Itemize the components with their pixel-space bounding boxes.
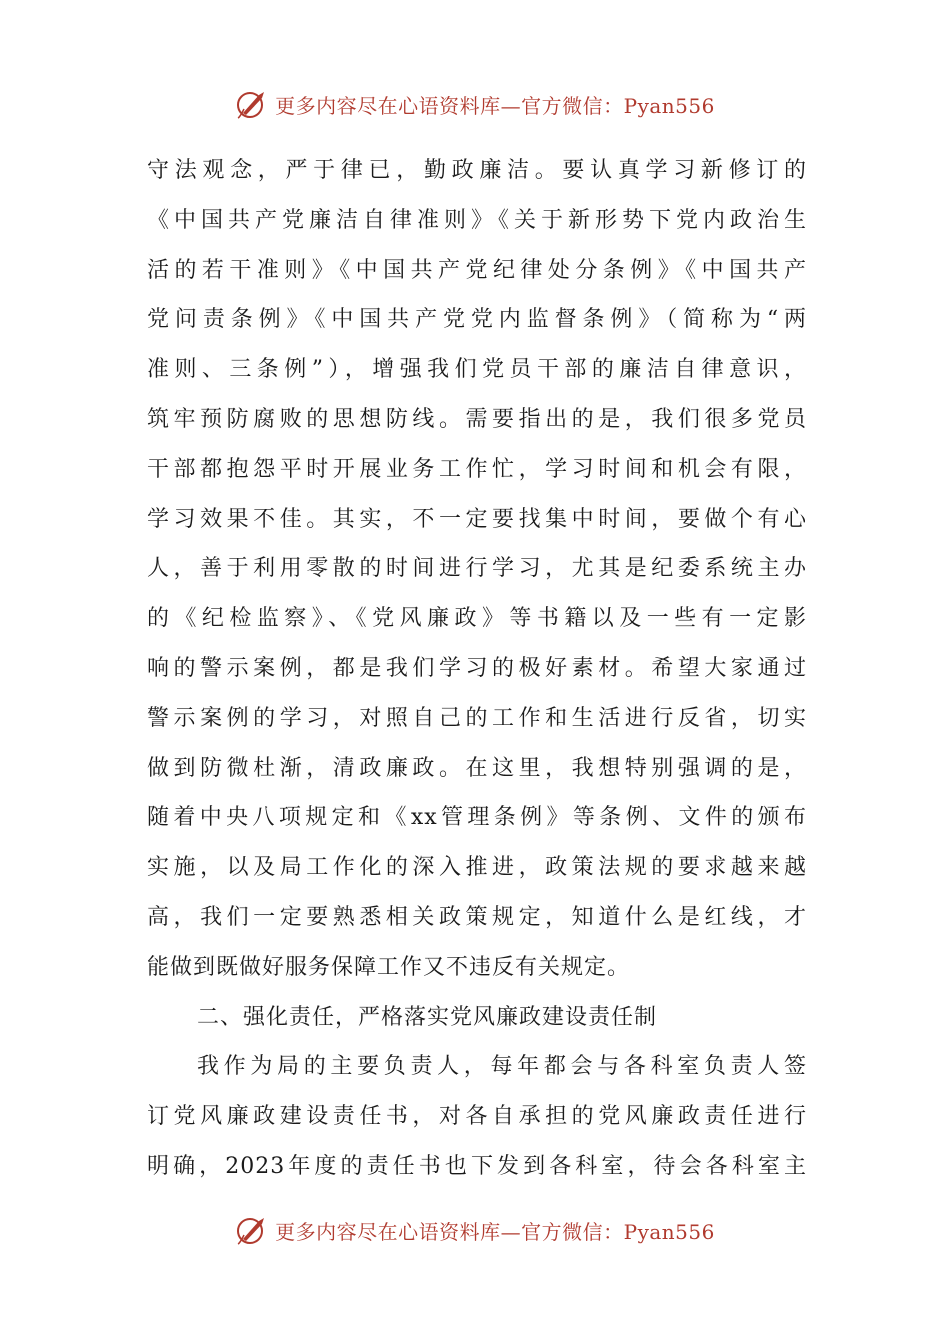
body-line: 响的警示案例，都是我们学习的极好素材。希望大家通过 xyxy=(147,655,807,681)
body-line: 的《纪检监察》、《党风廉政》等书籍以及一些有一定影 xyxy=(147,606,807,632)
body-line: 活的若干准则》《中国共产党纪律处分条例》《中国共产 xyxy=(147,257,807,283)
body-line: 干部都抱怨平时开展业务工作忙，学习时间和机会有限， xyxy=(147,456,807,482)
body-line: 明确，2023年度的责任书也下发到各科室，待会各科室主 xyxy=(147,1153,807,1179)
body-line: 我作为局的主要负责人，每年都会与各科室负责人签 xyxy=(197,1054,807,1080)
body-line: 《中国共产党廉洁自律准则》《关于新形势下党内政治生 xyxy=(147,207,807,233)
body-line: 筑牢预防腐败的思想防线。需要指出的是，我们很多党员 xyxy=(147,406,807,432)
footer-banner xyxy=(0,1210,950,1250)
body-line: 守法观念，严于律已，勤政廉洁。要认真学习新修订的 xyxy=(147,158,807,183)
body-line: 党问责条例》《中国共产党党内监督条例》（简称为“两 xyxy=(147,307,807,333)
pen-nib-logo-icon xyxy=(235,87,269,121)
body-line: 订党风廉政建设责任书，对各自承担的党风廉政责任进行 xyxy=(147,1104,807,1130)
document-body xyxy=(147,146,807,1192)
body-line: 警示案例的学习，对照自己的工作和生活进行反省，切实 xyxy=(147,705,807,731)
header-banner-text: 更多内容尽在心语资料库—官方微信：Pyan556 xyxy=(275,93,715,118)
header-banner xyxy=(0,84,950,124)
pen-nib-logo-icon xyxy=(235,1213,269,1247)
body-line: 学习效果不佳。其实，不一定要找集中时间，要做个有心 xyxy=(147,506,807,532)
body-line: 做到防微杜渐，清政廉政。在这里，我想特别强调的是， xyxy=(147,755,807,781)
body-line: 能做到既做好服务保障工作又不违反有关规定。 xyxy=(147,954,631,980)
body-line: 随着中央八项规定和《xx管理条例》等条例、文件的颁布 xyxy=(147,805,807,831)
body-line: 准则、三条例”），增强我们党员干部的廉洁自律意识， xyxy=(147,357,807,383)
body-line: 实施，以及局工作化的深入推进，政策法规的要求越来越 xyxy=(147,855,807,881)
body-line: 高，我们一定要熟悉相关政策规定，知道什么是红线，才 xyxy=(147,904,807,930)
footer-banner-text: 更多内容尽在心语资料库—官方微信：Pyan556 xyxy=(275,1219,715,1244)
body-line: 人，善于利用零散的时间进行学习，尤其是纪委系统主办 xyxy=(147,556,807,582)
section-heading: 二、强化责任，严格落实党风廉政建设责任制 xyxy=(197,1004,658,1030)
